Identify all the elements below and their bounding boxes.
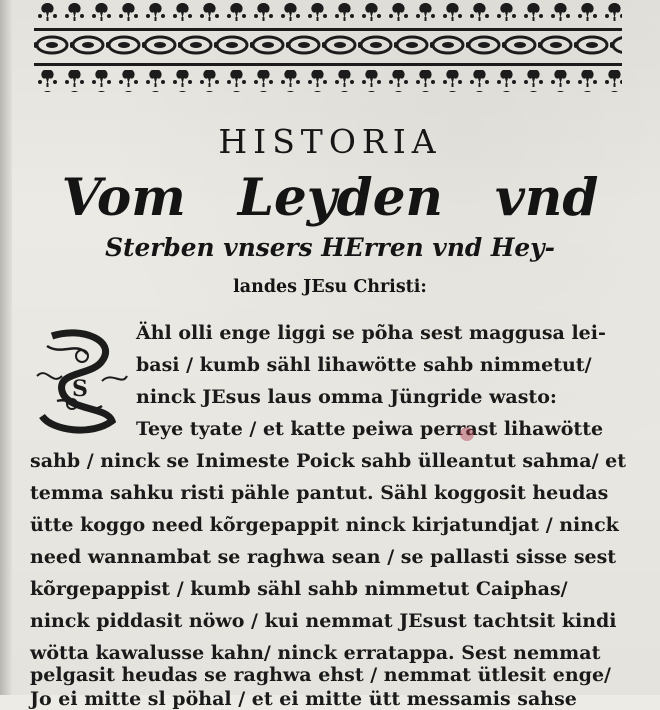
ornamental-border <box>34 0 622 102</box>
body-line: need wannambat se raghwa sean / se pallasti sisse sest <box>30 546 617 568</box>
binding-gutter <box>0 0 12 695</box>
body-line: ninck piddasit nöwo / kui nemmat JEsust tachtsit kindi <box>30 610 617 632</box>
decorated-initial <box>32 326 132 436</box>
body-line: wötta kawalusse kahn/ ninck erratappa. Sest nemmat <box>30 642 601 664</box>
title-line-3: landes JEsu Christi: <box>233 277 427 297</box>
body-line: sahb / ninck se Inimeste Poick sahb ülleantut sahma/ et <box>30 450 626 472</box>
initial-letter: S <box>72 376 88 402</box>
body-line: pelgasit heudas se raghwa ehst / nemmat ütlesit enge/ <box>30 664 611 686</box>
body-line: ninck JEsus laus omma Jüngride wasto: <box>136 386 557 408</box>
body-line: basi / kumb sähl lihawötte sahb nimmetut/ <box>136 354 592 376</box>
title-historia: HISTORIA <box>218 122 442 161</box>
body-line: temma sahku risti pähle pantut. Sähl koggosit heudas <box>30 482 609 504</box>
title-line-2: Sterben vnsers HErren vnd Hey- <box>105 233 555 262</box>
body-line: kõrgepappist / kumb sähl sahb nimmetut Caiphas/ <box>30 578 568 600</box>
body-line: Ähl olli enge liggi se põha sest maggusa lei- <box>136 322 606 344</box>
body-line: Jo ei mitte sl pöhal / et ei mitte ütt messamis sahse <box>30 688 577 710</box>
ink-stain <box>460 427 474 441</box>
body-line: ütte koggo need kõrgepappit ninck kirjatundjat / ninck <box>30 514 619 536</box>
body-line: Teye tyate / et katte peiwa perrast lihawötte <box>136 418 604 440</box>
title-line-1: Vom Leyden vnd <box>61 168 599 228</box>
